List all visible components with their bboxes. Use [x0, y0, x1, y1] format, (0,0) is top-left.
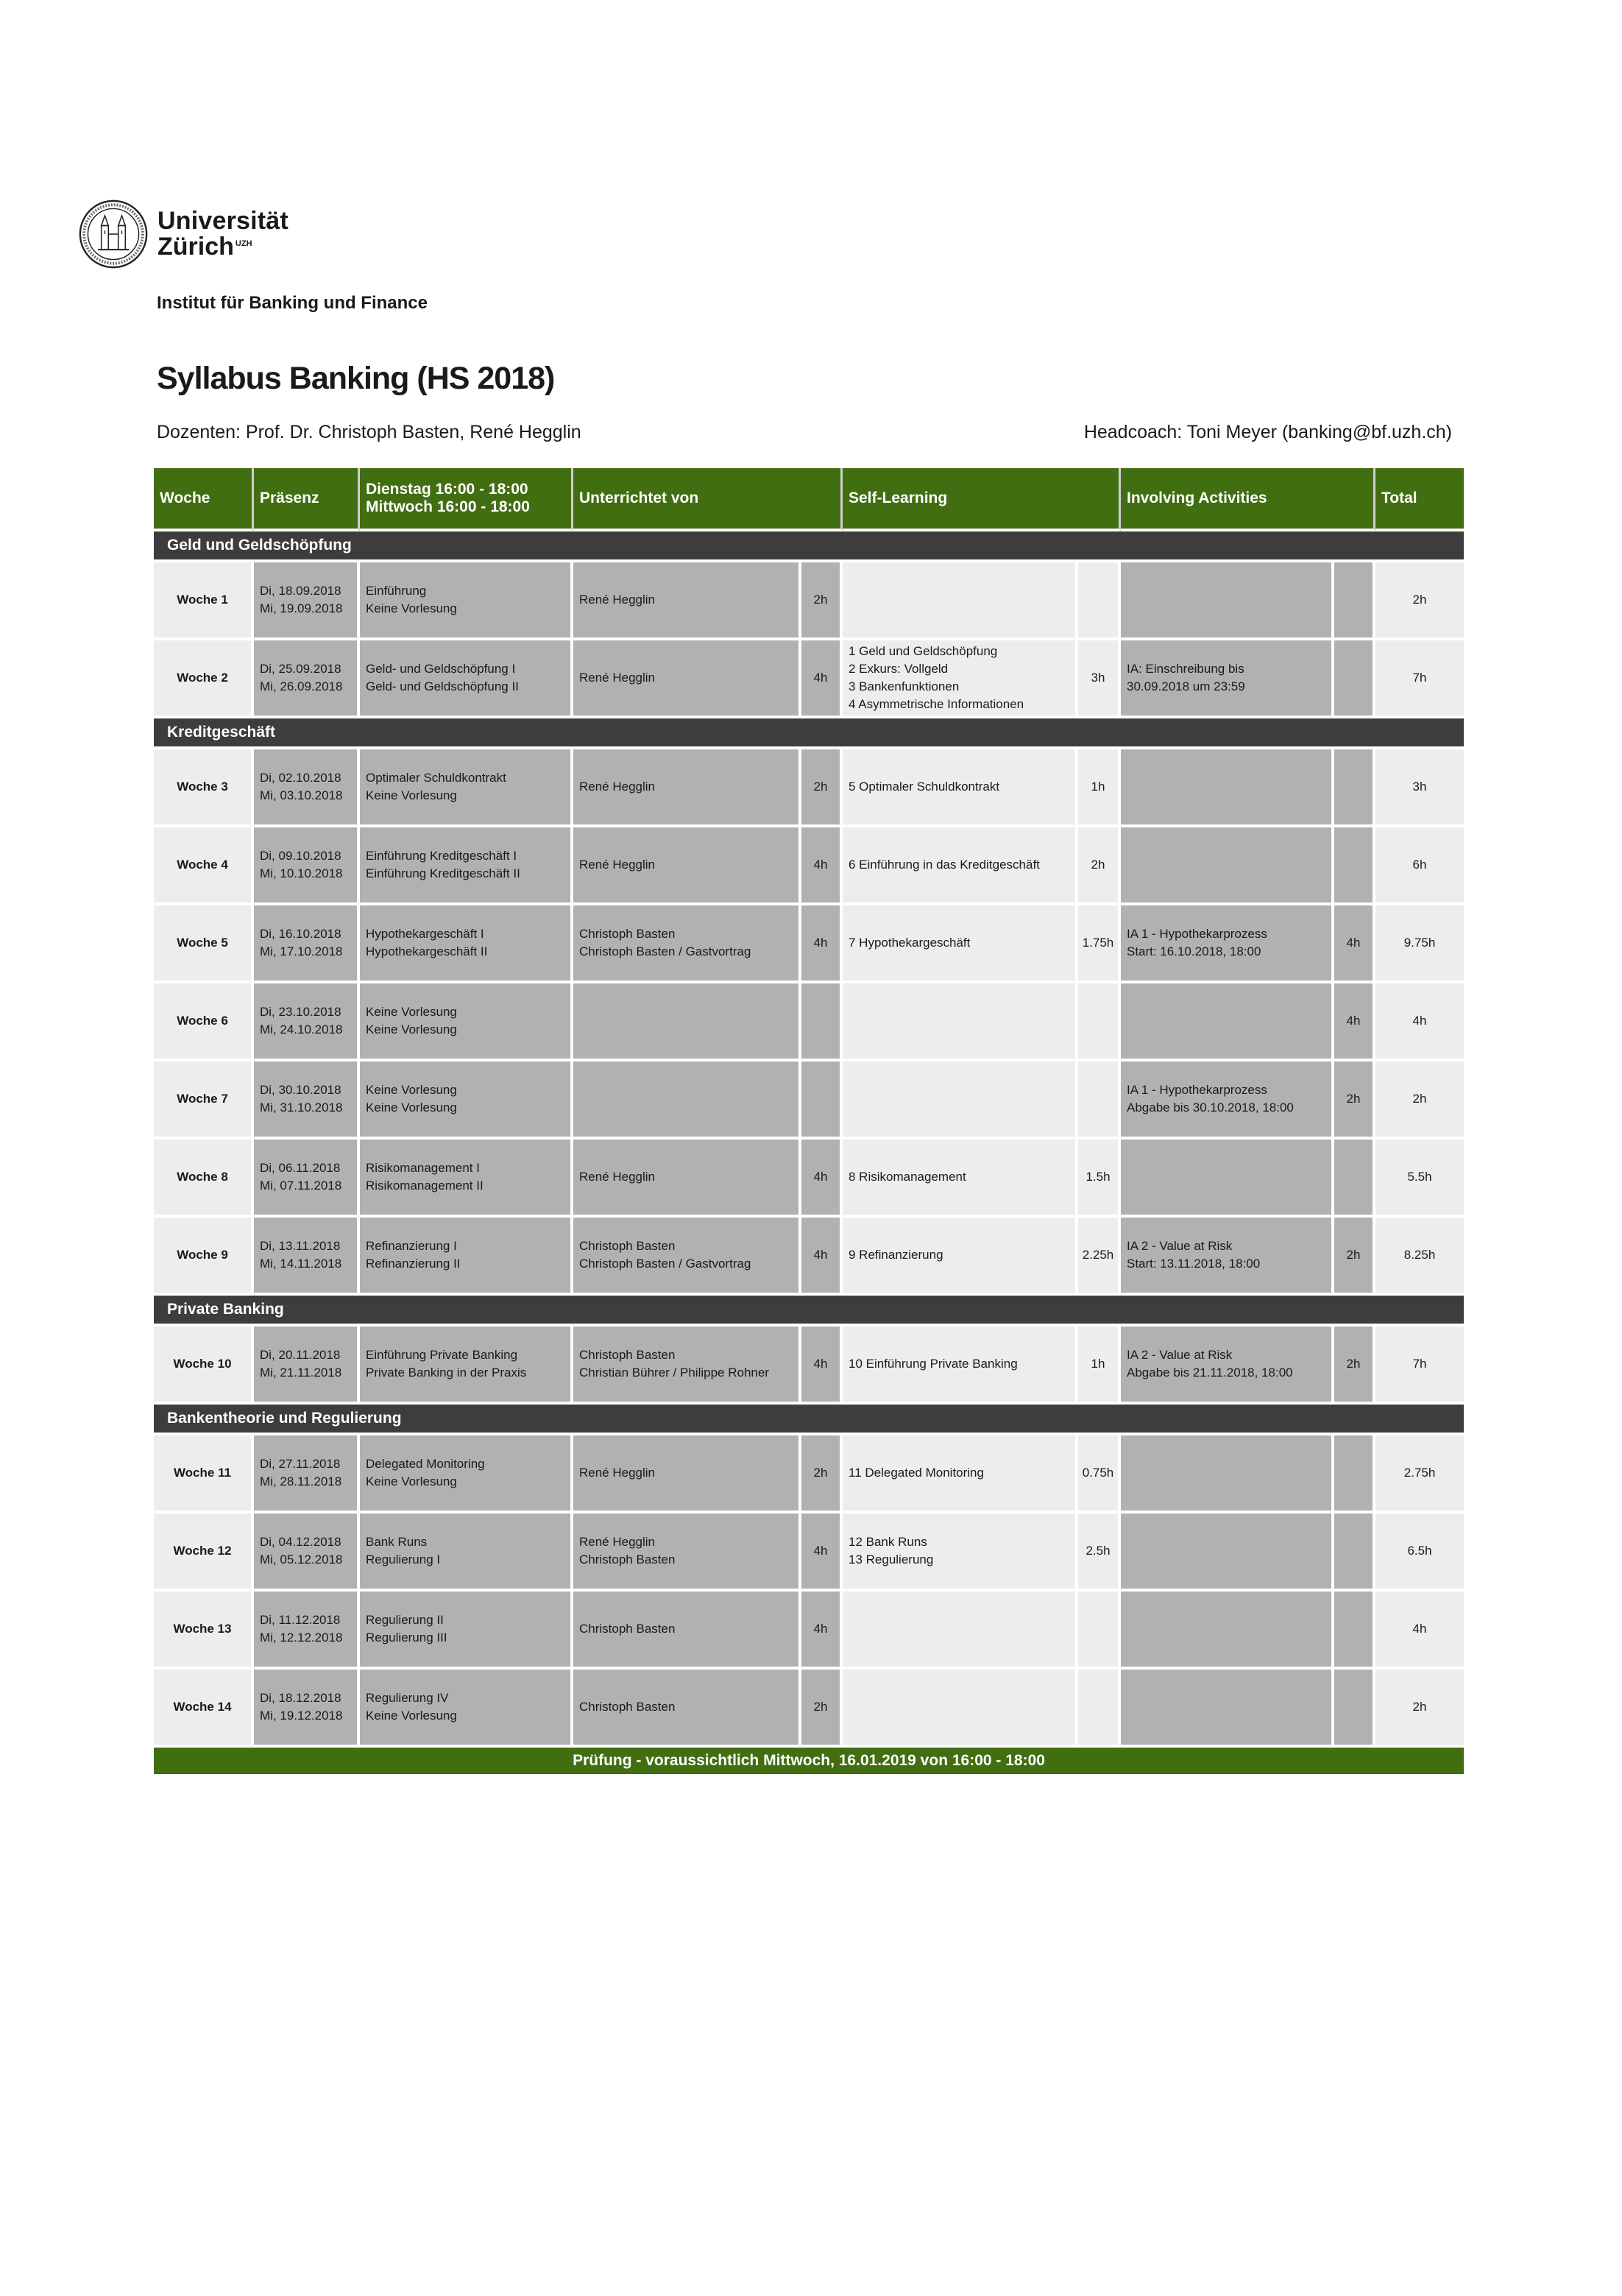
- date-line: Mi, 28.11.2018: [260, 1474, 342, 1488]
- topics-cell: [360, 1218, 573, 1296]
- self-learning-hours: [1078, 1670, 1121, 1748]
- involving-hours: [1334, 1435, 1375, 1513]
- topic-line: Keine Vorlesung: [366, 788, 457, 802]
- self-learning-line: 8 Risikomanagement: [849, 1169, 966, 1184]
- lecture-hours: 4h: [801, 1218, 843, 1296]
- section-title: Private Banking: [154, 1296, 1464, 1327]
- table-row: [154, 640, 1464, 718]
- teachers-cell: [573, 1670, 801, 1748]
- teacher-line: Christoph Basten: [579, 926, 676, 941]
- self-learning-line: 13 Regulierung: [849, 1553, 934, 1566]
- teacher-line: Christoph Basten / Gastvortrag: [579, 1257, 751, 1271]
- topic-line: Refinanzierung I: [366, 1238, 457, 1253]
- table-row: [154, 1062, 1464, 1140]
- date-line: Di, 11.12.2018: [260, 1612, 341, 1627]
- lecture-hours: 4h: [801, 1592, 843, 1670]
- topics-cell: [360, 749, 573, 827]
- teachers-cell: [573, 983, 801, 1062]
- week-label: Woche 6: [154, 983, 254, 1062]
- involving-hours: 2h: [1334, 1062, 1375, 1140]
- header-slot-2: Mittwoch 16:00 - 18:00: [366, 498, 530, 515]
- week-label: Woche 10: [154, 1327, 254, 1405]
- lecture-hours: 2h: [801, 562, 843, 640]
- involving-line: 30.09.2018 um 23:59: [1127, 679, 1245, 693]
- dates-cell: [254, 1592, 360, 1670]
- date-line: Mi, 10.10.2018: [260, 866, 343, 880]
- teachers-cell: [573, 1435, 801, 1513]
- topic-line: Geld- und Geldschöpfung II: [366, 679, 519, 693]
- topic-line: Keine Vorlesung: [366, 1004, 457, 1019]
- total-hours: 2h: [1375, 1670, 1464, 1748]
- lecture-hours: 4h: [801, 905, 843, 983]
- dates-cell: [254, 1670, 360, 1748]
- involving-cell: [1121, 1062, 1334, 1140]
- topic-line: Keine Vorlesung: [366, 601, 457, 615]
- involving-cell: [1121, 827, 1334, 905]
- date-line: Mi, 17.10.2018: [260, 944, 343, 958]
- involving-cell: [1121, 1435, 1334, 1513]
- header-total: Total: [1375, 468, 1464, 531]
- self-learning-line: 1 Geld und Geldschöpfung: [849, 643, 998, 658]
- topic-line: Keine Vorlesung: [366, 1101, 457, 1115]
- involving-hours: 4h: [1334, 905, 1375, 983]
- lecturers: Dozenten: Prof. Dr. Christoph Basten, René Hegglin: [157, 422, 581, 442]
- topics-cell: [360, 827, 573, 905]
- section-row: [154, 531, 1464, 562]
- teacher-line: René Hegglin: [579, 592, 656, 607]
- teacher-line: René Hegglin: [579, 1534, 656, 1549]
- involving-line: IA 2 - Value at Risk: [1127, 1347, 1233, 1362]
- teacher-line: Christoph Basten / Gastvortrag: [579, 944, 751, 958]
- total-hours: 7h: [1375, 1327, 1464, 1405]
- date-line: Mi, 07.11.2018: [260, 1179, 342, 1193]
- total-hours: 5.5h: [1375, 1140, 1464, 1218]
- teacher-line: Christian Bührer / Philippe Rohner: [579, 1366, 769, 1380]
- topic-line: Keine Vorlesung: [366, 1022, 457, 1036]
- topics-cell: [360, 983, 573, 1062]
- teacher-line: Christoph Basten: [579, 1238, 676, 1253]
- self-learning-hours: 2.5h: [1078, 1513, 1121, 1592]
- header-involving: Involving Activities: [1121, 468, 1375, 531]
- total-hours: 3h: [1375, 749, 1464, 827]
- topic-line: Optimaler Schuldkontrakt: [366, 770, 506, 785]
- involving-cell: [1121, 1592, 1334, 1670]
- total-hours: 2h: [1375, 1062, 1464, 1140]
- involving-line: Start: 13.11.2018, 18:00: [1127, 1257, 1261, 1271]
- involving-line: Start: 16.10.2018, 18:00: [1127, 944, 1261, 958]
- dates-cell: [254, 1327, 360, 1405]
- teacher-line: Christoph Basten: [579, 1699, 676, 1714]
- involving-cell: [1121, 640, 1334, 718]
- table-row: [154, 1327, 1464, 1405]
- university-seal-icon: [78, 199, 149, 269]
- week-label: Woche 5: [154, 905, 254, 983]
- date-line: Di, 06.11.2018: [260, 1160, 341, 1175]
- teachers-cell: [573, 640, 801, 718]
- total-hours: 8.25h: [1375, 1218, 1464, 1296]
- section-title: Bankentheorie und Regulierung: [154, 1405, 1464, 1435]
- date-line: Mi, 19.09.2018: [260, 601, 343, 615]
- involving-hours: [1334, 1513, 1375, 1592]
- topic-line: Einführung Kreditgeschäft II: [366, 866, 520, 880]
- topics-cell: [360, 1327, 573, 1405]
- self-learning-cell: [843, 1140, 1078, 1218]
- teacher-line: René Hegglin: [579, 779, 656, 794]
- total-hours: 2.75h: [1375, 1435, 1464, 1513]
- exam-row: [154, 1748, 1464, 1777]
- self-learning-cell: [843, 749, 1078, 827]
- self-learning-hours: 1.75h: [1078, 905, 1121, 983]
- teachers-cell: [573, 1327, 801, 1405]
- self-learning-line: 10 Einführung Private Banking: [849, 1356, 1018, 1371]
- involving-hours: 2h: [1334, 1218, 1375, 1296]
- topic-line: Bank Runs: [366, 1534, 428, 1549]
- table-row: [154, 1435, 1464, 1513]
- week-label: Woche 14: [154, 1670, 254, 1748]
- topic-line: Einführung: [366, 583, 427, 598]
- teacher-line: Christoph Basten: [579, 1553, 676, 1566]
- topic-line: Einführung Kreditgeschäft I: [366, 848, 517, 863]
- date-line: Di, 18.09.2018: [260, 583, 341, 598]
- table-row: [154, 1513, 1464, 1592]
- topics-cell: [360, 640, 573, 718]
- dates-cell: [254, 827, 360, 905]
- involving-hours: [1334, 562, 1375, 640]
- teacher-line: René Hegglin: [579, 1169, 656, 1184]
- header-slot-1: Dienstag 16:00 - 18:00: [366, 481, 528, 498]
- topic-line: Refinanzierung II: [366, 1257, 461, 1271]
- date-line: Mi, 12.12.2018: [260, 1631, 343, 1645]
- lecture-hours: 2h: [801, 1435, 843, 1513]
- topic-line: Keine Vorlesung: [366, 1474, 457, 1488]
- table-row: [154, 1218, 1464, 1296]
- topic-line: Keine Vorlesung: [366, 1709, 457, 1723]
- self-learning-cell: [843, 827, 1078, 905]
- self-learning-hours: [1078, 562, 1121, 640]
- topic-line: Keine Vorlesung: [366, 1082, 457, 1097]
- topic-line: Hypothekargeschäft II: [366, 944, 488, 958]
- table-row: [154, 827, 1464, 905]
- header-praesenz: Präsenz: [254, 468, 360, 531]
- topic-line: Regulierung IV: [366, 1690, 449, 1705]
- involving-line: Abgabe bis 30.10.2018, 18:00: [1127, 1101, 1294, 1115]
- self-learning-cell: [843, 1670, 1078, 1748]
- dates-cell: [254, 983, 360, 1062]
- total-hours: 6.5h: [1375, 1513, 1464, 1592]
- self-learning-line: 4 Asymmetrische Informationen: [849, 697, 1024, 712]
- topic-line: Risikomanagement I: [366, 1160, 480, 1175]
- self-learning-cell: [843, 1513, 1078, 1592]
- week-label: Woche 8: [154, 1140, 254, 1218]
- date-line: Mi, 21.11.2018: [260, 1366, 342, 1380]
- involving-line: IA 1 - Hypothekarprozess: [1127, 926, 1267, 941]
- self-learning-hours: 3h: [1078, 640, 1121, 718]
- date-line: Mi, 03.10.2018: [260, 788, 343, 802]
- date-line: Mi, 14.11.2018: [260, 1257, 342, 1271]
- logo-sup: UZH: [235, 239, 252, 248]
- involving-hours: [1334, 1670, 1375, 1748]
- topic-line: Delegated Monitoring: [366, 1456, 485, 1471]
- date-line: Di, 09.10.2018: [260, 848, 341, 863]
- self-learning-hours: 1.5h: [1078, 1140, 1121, 1218]
- table-row: [154, 1670, 1464, 1748]
- self-learning-line: 11 Delegated Monitoring: [849, 1465, 984, 1480]
- teacher-line: René Hegglin: [579, 670, 656, 685]
- dates-cell: [254, 1513, 360, 1592]
- teacher-line: René Hegglin: [579, 857, 656, 872]
- involving-hours: [1334, 640, 1375, 718]
- date-line: Di, 27.11.2018: [260, 1456, 341, 1471]
- table-row: [154, 905, 1464, 983]
- header-woche: Woche: [154, 468, 254, 531]
- page-title: Syllabus Banking (HS 2018): [157, 361, 555, 396]
- involving-cell: [1121, 1327, 1334, 1405]
- teachers-cell: [573, 827, 801, 905]
- involving-line: IA 2 - Value at Risk: [1127, 1238, 1233, 1253]
- week-label: Woche 4: [154, 827, 254, 905]
- table-row: [154, 562, 1464, 640]
- section-row: [154, 1296, 1464, 1327]
- date-line: Mi, 26.09.2018: [260, 679, 343, 693]
- involving-hours: [1334, 1592, 1375, 1670]
- topic-line: Regulierung III: [366, 1631, 447, 1645]
- lecture-hours: [801, 983, 843, 1062]
- date-line: Di, 30.10.2018: [260, 1082, 341, 1097]
- lecture-hours: 4h: [801, 1513, 843, 1592]
- teacher-line: René Hegglin: [579, 1465, 656, 1480]
- self-learning-cell: [843, 905, 1078, 983]
- self-learning-line: 3 Bankenfunktionen: [849, 679, 960, 693]
- week-label: Woche 11: [154, 1435, 254, 1513]
- teachers-cell: [573, 1218, 801, 1296]
- self-learning-cell: [843, 640, 1078, 718]
- self-learning-cell: [843, 1218, 1078, 1296]
- table-row: [154, 1140, 1464, 1218]
- self-learning-line: 2 Exkurs: Vollgeld: [849, 661, 949, 676]
- headcoach: Headcoach: Toni Meyer (banking@bf.uzh.ch): [1083, 422, 1452, 442]
- teachers-cell: [573, 749, 801, 827]
- self-learning-hours: 1h: [1078, 1327, 1121, 1405]
- topics-cell: [360, 1670, 573, 1748]
- involving-hours: 2h: [1334, 1327, 1375, 1405]
- self-learning-cell: [843, 562, 1078, 640]
- section-row: [154, 1405, 1464, 1435]
- teacher-line: Christoph Basten: [579, 1621, 676, 1636]
- self-learning-cell: [843, 1062, 1078, 1140]
- section-title: Kreditgeschäft: [154, 718, 1464, 749]
- section-row: [154, 718, 1464, 749]
- exam-text: Prüfung - voraussichtlich Mittwoch, 16.01.2019 von 16:00 - 18:00: [154, 1748, 1464, 1777]
- date-line: Di, 20.11.2018: [260, 1347, 341, 1362]
- week-label: Woche 12: [154, 1513, 254, 1592]
- topic-line: Risikomanagement II: [366, 1179, 484, 1193]
- date-line: Mi, 05.12.2018: [260, 1553, 343, 1566]
- date-line: Mi, 19.12.2018: [260, 1709, 343, 1723]
- section-title: Geld und Geldschöpfung: [154, 531, 1464, 562]
- table-row: [154, 1592, 1464, 1670]
- total-hours: 4h: [1375, 1592, 1464, 1670]
- week-label: Woche 7: [154, 1062, 254, 1140]
- total-hours: 2h: [1375, 562, 1464, 640]
- involving-hours: [1334, 749, 1375, 827]
- date-line: Di, 25.09.2018: [260, 661, 341, 676]
- self-learning-cell: [843, 1327, 1078, 1405]
- involving-line: Abgabe bis 21.11.2018, 18:00: [1127, 1366, 1293, 1380]
- dates-cell: [254, 905, 360, 983]
- self-learning-hours: 0.75h: [1078, 1435, 1121, 1513]
- total-hours: 7h: [1375, 640, 1464, 718]
- week-label: Woche 3: [154, 749, 254, 827]
- involving-cell: [1121, 562, 1334, 640]
- self-learning-hours: [1078, 983, 1121, 1062]
- self-learning-hours: [1078, 1062, 1121, 1140]
- date-line: Di, 02.10.2018: [260, 770, 341, 785]
- week-label: Woche 13: [154, 1592, 254, 1670]
- total-hours: 4h: [1375, 983, 1464, 1062]
- dates-cell: [254, 640, 360, 718]
- self-learning-cell: [843, 1592, 1078, 1670]
- lecture-hours: 4h: [801, 827, 843, 905]
- university-logo: [78, 199, 314, 269]
- dates-cell: [254, 1435, 360, 1513]
- lecture-hours: 4h: [801, 1140, 843, 1218]
- involving-hours: [1334, 1140, 1375, 1218]
- self-learning-hours: 2.25h: [1078, 1218, 1121, 1296]
- topic-line: Geld- und Geldschöpfung I: [366, 661, 516, 676]
- teachers-cell: [573, 1513, 801, 1592]
- dates-cell: [254, 1062, 360, 1140]
- involving-hours: 4h: [1334, 983, 1375, 1062]
- date-line: Mi, 31.10.2018: [260, 1101, 343, 1115]
- involving-line: IA 1 - Hypothekarprozess: [1127, 1082, 1267, 1097]
- topics-cell: [360, 905, 573, 983]
- self-learning-hours: [1078, 1592, 1121, 1670]
- involving-cell: [1121, 1218, 1334, 1296]
- institute-name: Institut für Banking und Finance: [157, 293, 428, 313]
- self-learning-line: 12 Bank Runs: [849, 1534, 927, 1549]
- header-self-learning: Self-Learning: [843, 468, 1121, 531]
- dates-cell: [254, 1218, 360, 1296]
- table-row: [154, 749, 1464, 827]
- topic-line: Regulierung I: [366, 1553, 441, 1566]
- lecture-hours: 2h: [801, 749, 843, 827]
- involving-hours: [1334, 827, 1375, 905]
- self-learning-line: 7 Hypothekargeschäft: [849, 935, 971, 950]
- involving-cell: [1121, 983, 1334, 1062]
- total-hours: 9.75h: [1375, 905, 1464, 983]
- involving-cell: [1121, 1140, 1334, 1218]
- syllabus-table: [154, 468, 1464, 1777]
- self-learning-hours: 2h: [1078, 827, 1121, 905]
- involving-cell: [1121, 749, 1334, 827]
- involving-line: IA: Einschreibung bis: [1127, 661, 1244, 676]
- teachers-cell: [573, 562, 801, 640]
- week-label: Woche 2: [154, 640, 254, 718]
- dates-cell: [254, 749, 360, 827]
- table-row: [154, 983, 1464, 1062]
- self-learning-cell: [843, 1435, 1078, 1513]
- syllabus-body: [154, 531, 1464, 1777]
- self-learning-line: 9 Refinanzierung: [849, 1247, 943, 1262]
- header-slots: [360, 468, 573, 531]
- involving-cell: [1121, 1670, 1334, 1748]
- self-learning-cell: [843, 983, 1078, 1062]
- teachers-cell: [573, 1140, 801, 1218]
- dates-cell: [254, 562, 360, 640]
- date-line: Di, 18.12.2018: [260, 1690, 341, 1705]
- teachers-cell: [573, 1062, 801, 1140]
- date-line: Di, 16.10.2018: [260, 926, 341, 941]
- topics-cell: [360, 1592, 573, 1670]
- self-learning-line: 5 Optimaler Schuldkontrakt: [849, 779, 1000, 794]
- topic-line: Einführung Private Banking: [366, 1347, 518, 1362]
- topics-cell: [360, 1513, 573, 1592]
- date-line: Mi, 24.10.2018: [260, 1022, 343, 1036]
- week-label: Woche 1: [154, 562, 254, 640]
- involving-cell: [1121, 905, 1334, 983]
- week-label: Woche 9: [154, 1218, 254, 1296]
- lecture-hours: 4h: [801, 1327, 843, 1405]
- logo-line-1: Universität: [157, 207, 288, 236]
- header-unterrichtet: Unterrichtet von: [573, 468, 843, 531]
- logo-line-2: Zürich: [157, 233, 234, 261]
- dates-cell: [254, 1140, 360, 1218]
- lecture-hours: [801, 1062, 843, 1140]
- lecture-hours: 4h: [801, 640, 843, 718]
- topics-cell: [360, 1435, 573, 1513]
- topics-cell: [360, 1140, 573, 1218]
- topic-line: Private Banking in der Praxis: [366, 1366, 527, 1380]
- teacher-line: Christoph Basten: [579, 1347, 676, 1362]
- self-learning-hours: 1h: [1078, 749, 1121, 827]
- lecture-hours: 2h: [801, 1670, 843, 1748]
- topics-cell: [360, 1062, 573, 1140]
- topic-line: Hypothekargeschäft I: [366, 926, 484, 941]
- date-line: Di, 04.12.2018: [260, 1534, 341, 1549]
- total-hours: 6h: [1375, 827, 1464, 905]
- teachers-cell: [573, 1592, 801, 1670]
- topics-cell: [360, 562, 573, 640]
- date-line: Di, 23.10.2018: [260, 1004, 341, 1019]
- involving-cell: [1121, 1513, 1334, 1592]
- teachers-cell: [573, 905, 801, 983]
- self-learning-line: 6 Einführung in das Kreditgeschäft: [849, 857, 1040, 872]
- date-line: Di, 13.11.2018: [260, 1238, 341, 1253]
- topic-line: Regulierung II: [366, 1612, 444, 1627]
